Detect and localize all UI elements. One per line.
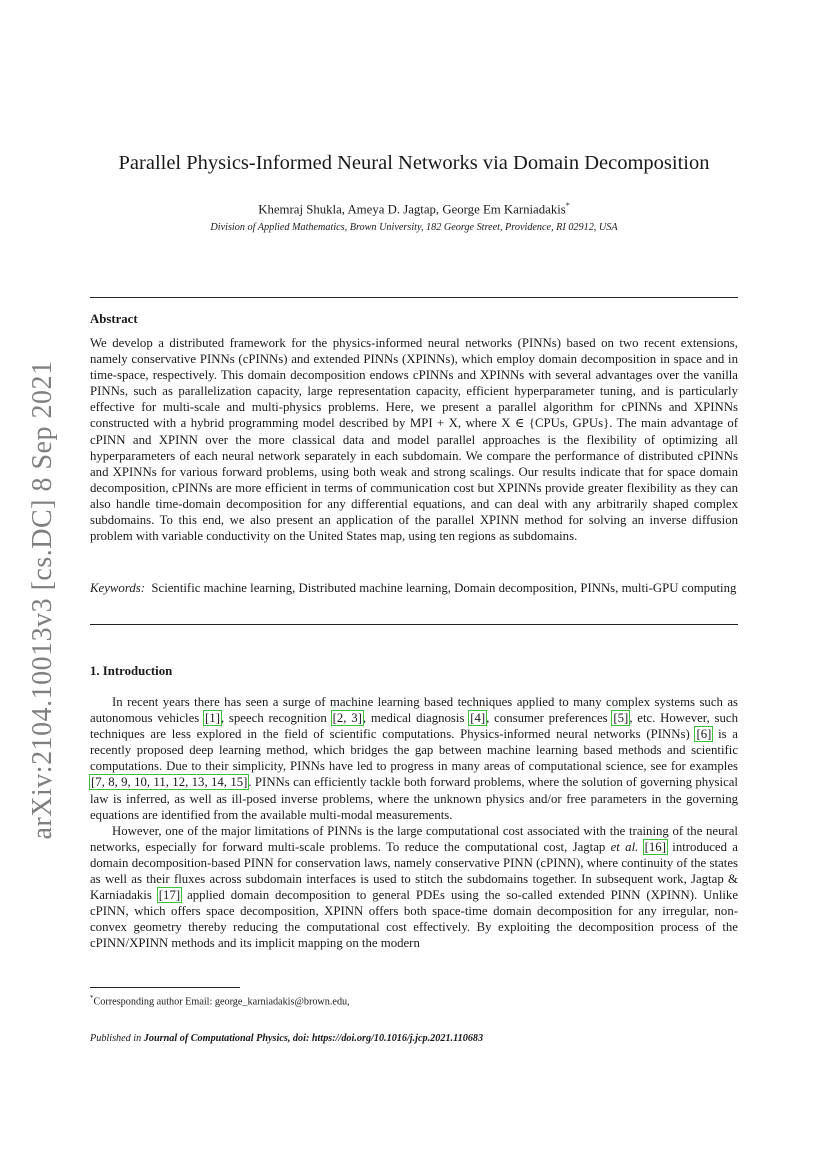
text-run: is a recently proposed deep learning method, which bridges the gap between machine learning based methods and scientific computations. Due to their simplicity, PINNs have led to progress in many areas of computational science, see for examples — [90, 727, 738, 774]
text-run: In recent years there has seen a surge of machine learning based techniques applied to many complex systems such as autonomous vehicles — [90, 695, 738, 726]
text-run: introduced a domain decomposition-based PINN for conservation laws, namely conservative PINN (cPINN), where continuity of the states as well as their fluxes across subdomain interfaces is used to stitch the subdomains together. In subsequent work, Jagtap & Karniadakis — [90, 839, 738, 903]
abstract-top-rule — [90, 297, 738, 298]
citation-link[interactable]: [4] — [470, 711, 486, 726]
citation-link[interactable]: [7, 8, 9, 10, 11, 12, 13, 14, 15] — [91, 775, 248, 790]
text-run: . PINNs can efficiently tackle both forward problems, where the solution of governing physical law is inferred, as well as ill-posed inverse problems, where the unknown physics and/or free parameters in the governing equations are identified from the available multi-modal measurements. — [90, 775, 738, 822]
text-run: , speech recognition — [220, 711, 332, 726]
citation-link[interactable]: [5] — [613, 711, 629, 726]
citation-link[interactable]: [2, 3] — [332, 711, 362, 726]
paper-title: Parallel Physics-Informed Neural Networks via Domain Decomposition — [118, 152, 710, 174]
journal-reference[interactable]: Journal of Computational Physics, doi: https://doi.org/10.1016/j.jcp.2021.110683 — [143, 1033, 484, 1044]
text-run: However, one of the major limitations of PINNs is the large computational cost associated with the training of the neural networks, especially for forward multi-scale problems. To reduce the computational cost, Jagtap — [90, 823, 738, 854]
section-heading-introduction: 1. Introduction — [90, 664, 173, 678]
author-names: Khemraj Shukla, Ameya D. Jagtap, George Em Karniadakis — [258, 202, 566, 217]
corresponding-author-mark: * — [565, 201, 570, 210]
footnote — [90, 992, 350, 1008]
intro-paragraph-2 — [90, 823, 738, 952]
abstract-heading: Abstract — [90, 312, 138, 326]
citation-link[interactable]: [1] — [205, 711, 220, 726]
keywords — [90, 580, 738, 596]
text-run: , etc. However, such techniques are less explored in the field of scientific computations. Physics-informed neural networks (PINNs) — [90, 711, 738, 742]
citation-link[interactable]: [16] — [644, 839, 666, 854]
footnote-mark: * — [90, 994, 94, 1002]
abstract-body: We develop a distributed framework for the physics-informed neural networks (PINNs) based on two recent extensions, namely conservative PINNs (cPINNs) and extended PINNs (XPINNs), which employ domain decomposition in space and in time-space, respectively. This domain decomposition endows cPINNs and XPINNs with several advantages over the vanilla PINNs, such as parallelization capacity, large representation capacity, efficient hyperparameter tuning, and is particularly effective for multi-scale and multi-physics problems. Here, we present a parallel algorithm for cPINNs and XPINNs constructed with a hybrid programming model described by MPI + X, where X ∈ {CPUs, GPUs}. The main advantage of cPINN and XPINN over the more classical data and model parallel approaches is the flexibility of optimizing all hyperparameters of each neural network separately in each subdomain. We compare the performance of distributed cPINNs and XPINNs for various forward problems, using both weak and strong scalings. Our results indicate that for space domain decomposition, cPINNs are more efficient in terms of communication cost but XPINNs provide greater flexibility as they can also handle time-domain decomposition for any differential equations, and can deal with any arbitrarily shaped complex subdomains. To this end, we also present an application of the parallel XPINN method for solving an inverse diffusion problem with variable conductivity on the United States map, using ten regions as subdomains. — [90, 336, 738, 544]
publication-note — [90, 1032, 483, 1045]
abstract-bottom-rule — [90, 624, 738, 625]
author-list — [90, 198, 738, 217]
citation-link[interactable]: [6] — [696, 727, 712, 742]
introduction-body — [90, 694, 738, 952]
text-run: , consumer preferences — [486, 711, 613, 726]
text-run: , medical diagnosis — [362, 711, 470, 726]
intro-paragraph-1 — [90, 694, 738, 823]
published-prefix: Published in — [90, 1033, 144, 1044]
citation-link[interactable]: [17] — [158, 888, 181, 903]
text-run: applied domain decomposition to general PDEs using the so-called extended PINN (XPINN). Unlike cPINN, which offers space decomposition, XPINN offers both space-time domain decomposition for any irregular, non-convex geometry thereby reducing the computational cost effectively. By exploiting the decomposition process of the cPINN/XPINN methods and its implicit mapping on the modern — [90, 888, 739, 951]
keywords-label: Keywords: — [90, 581, 145, 595]
arxiv-identifier: arXiv:2104.10013v3 [cs.DC] 8 Sep 2021 — [27, 360, 58, 840]
footnote-rule — [90, 987, 240, 988]
affiliation: Division of Applied Mathematics, Brown University, 182 George Street, Providence, RI 02912, USA — [210, 222, 618, 233]
et-al: et al. — [610, 839, 639, 854]
keywords-text: Scientific machine learning, Distributed machine learning, Domain decomposition, PINNs, multi-GPU computing — [151, 581, 737, 595]
footnote-text: Corresponding author Email: george_karniadakis@brown.edu, — [93, 996, 350, 1008]
